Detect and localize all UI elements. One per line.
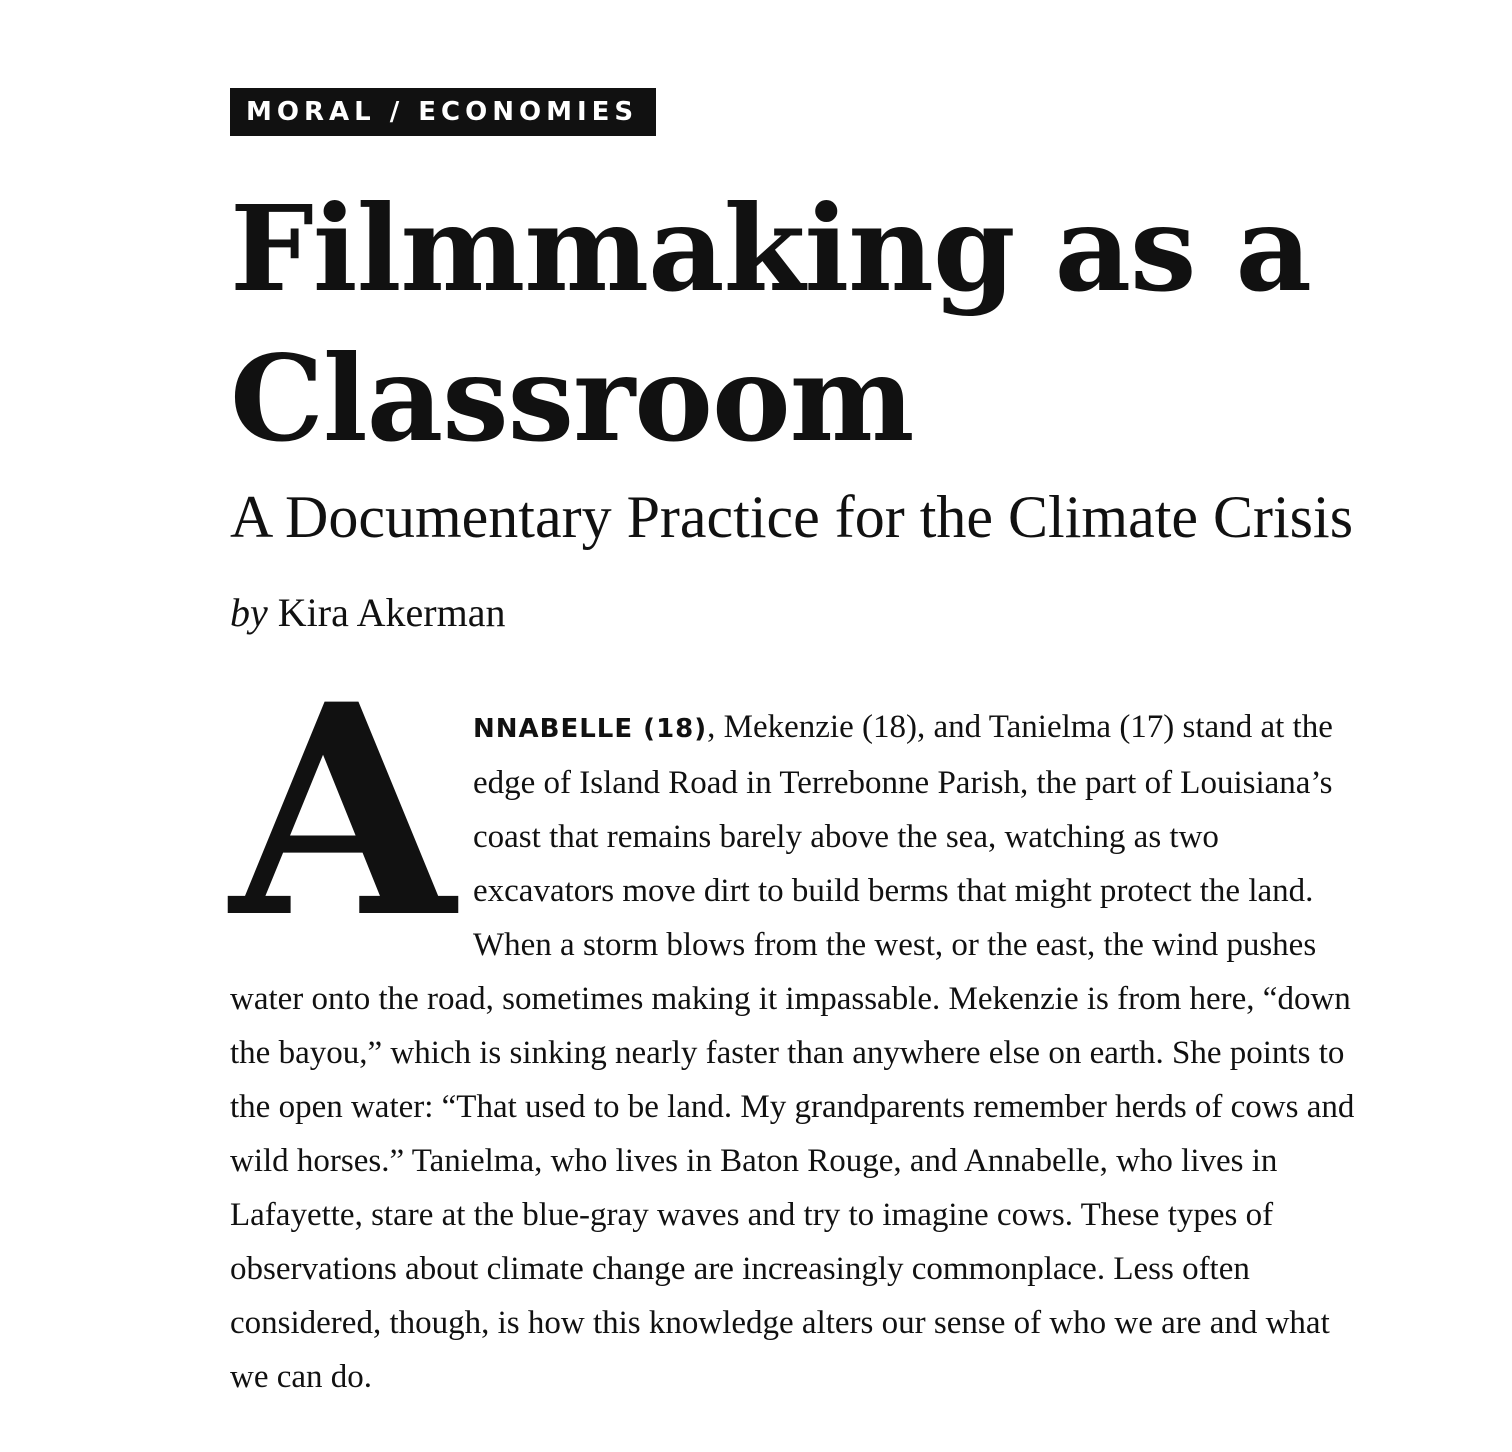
byline: [230, 588, 1430, 638]
lead-in: NNABELLE (18): [473, 714, 708, 744]
section-label: MORAL / ECONOMIES: [230, 88, 656, 136]
drop-cap: A: [230, 642, 456, 982]
article-body: [230, 642, 1360, 1404]
byline-prefix: by: [230, 590, 268, 635]
article-title: Filmmaking as a Classroom: [230, 179, 1311, 468]
article-subtitle: A Documentary Practice for the Climate Crisis: [230, 484, 1354, 550]
author-name: Kira Akerman: [277, 590, 506, 635]
body-text: , Mekenzie (18), and Tanielma (17) stand at the edge of Island Road in Terrebonne Parish, the part of Louisiana’s coast that remains barely above the sea, watching as two excavators move dirt to build berms that might protect the land. When a storm blows from the west, or the east, the wind pushes water onto the road, sometimes making it impassable. Mekenzie is from here, “down the bayou,” which is sinking nearly faster than anywhere else on earth. She points to the open water: “That used to be land. My grandparents remember herds of cows and wild horses.” Tanielma, who lives in Baton Rouge, and Annabelle, who lives in Lafayette, stare at the blue-gray waves and try to imagine cows. These types of observations about climate change are increasingly commonplace. Less often considered, though, is how this knowledge alters our sense of who we are and what we can do.: [230, 709, 1355, 1395]
article-header: [230, 88, 1430, 1395]
